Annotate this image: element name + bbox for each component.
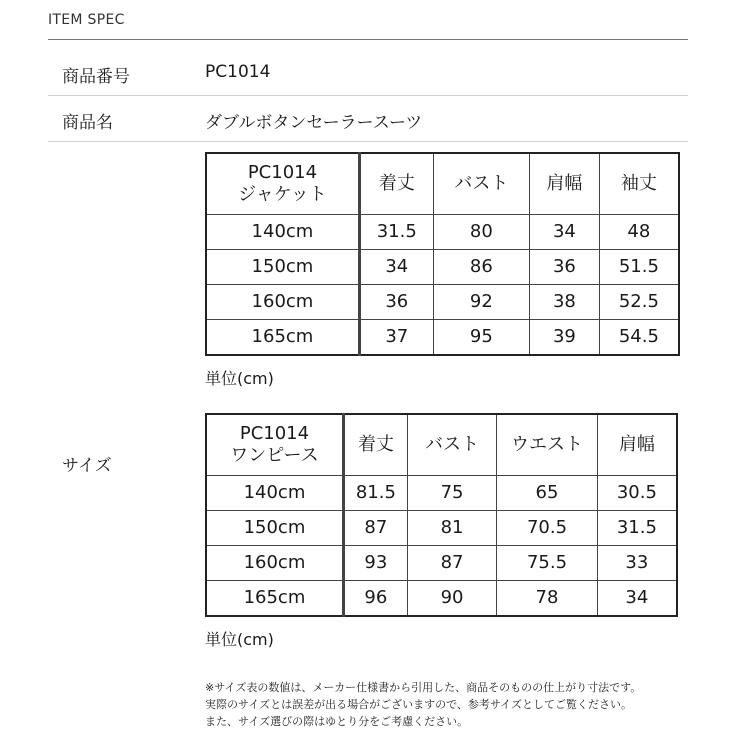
row-divider — [48, 141, 688, 142]
product-name-value: ダブルボタンセーラースーツ — [205, 113, 423, 133]
column-header: ウエスト — [497, 414, 598, 476]
table-row — [206, 285, 679, 320]
size-cell: 160cm — [206, 285, 359, 320]
value-cell: 31.5 — [359, 215, 433, 250]
value-cell: 54.5 — [599, 320, 679, 356]
value-cell: 75.5 — [497, 546, 598, 581]
size-cell: 150cm — [206, 250, 359, 285]
product-name-label: 商品名 — [62, 113, 113, 133]
value-cell: 81.5 — [343, 476, 407, 511]
size-cell: 140cm — [206, 215, 359, 250]
table-name-cell — [206, 153, 359, 215]
value-cell: 37 — [359, 320, 433, 356]
table-row — [206, 320, 679, 356]
table-row — [206, 511, 677, 546]
value-cell: 38 — [530, 285, 600, 320]
column-header: バスト — [407, 414, 496, 476]
value-cell: 31.5 — [597, 511, 677, 546]
note-line: 実際のサイズとは誤差が出る場合がございますので、参考サイズとしてご覧ください。 — [205, 698, 633, 711]
jacket-unit-note: 単位(cm) — [205, 369, 274, 388]
value-cell: 34 — [530, 215, 600, 250]
table-row — [206, 476, 677, 511]
note-line: また、サイズ選びの際はゆとり分をご考慮ください。 — [205, 715, 469, 728]
value-cell: 81 — [407, 511, 496, 546]
table-name-cell — [206, 414, 343, 476]
table-name-code: PC1014 — [247, 161, 318, 183]
value-cell: 93 — [343, 546, 407, 581]
size-cell: 165cm — [206, 581, 343, 617]
dress-unit-note: 単位(cm) — [205, 630, 274, 649]
size-cell: 160cm — [206, 546, 343, 581]
value-cell: 36 — [530, 250, 600, 285]
value-cell: 52.5 — [599, 285, 679, 320]
table-row — [206, 250, 679, 285]
size-notes — [205, 679, 705, 730]
jacket-size-table — [205, 152, 680, 356]
value-cell: 36 — [359, 285, 433, 320]
table-name-type: ジャケット — [238, 184, 327, 205]
column-header: バスト — [433, 153, 529, 215]
table-row — [206, 546, 677, 581]
value-cell: 34 — [597, 581, 677, 617]
value-cell: 34 — [359, 250, 433, 285]
size-label: サイズ — [62, 456, 112, 476]
value-cell: 96 — [343, 581, 407, 617]
value-cell: 33 — [597, 546, 677, 581]
dress-size-table — [205, 413, 678, 617]
table-header-row — [206, 414, 677, 476]
value-cell: 30.5 — [597, 476, 677, 511]
value-cell: 80 — [433, 215, 529, 250]
value-cell: 87 — [343, 511, 407, 546]
size-cell: 165cm — [206, 320, 359, 356]
row-divider — [48, 95, 688, 96]
value-cell: 90 — [407, 581, 496, 617]
column-header: 肩幅 — [597, 414, 677, 476]
header-divider — [48, 39, 688, 40]
column-header: 袖丈 — [599, 153, 679, 215]
table-row — [206, 215, 679, 250]
value-cell: 78 — [497, 581, 598, 617]
value-cell: 70.5 — [497, 511, 598, 546]
value-cell: 48 — [599, 215, 679, 250]
table-name-code: PC1014 — [239, 422, 310, 444]
product-number-label: 商品番号 — [62, 67, 130, 87]
size-cell: 140cm — [206, 476, 343, 511]
section-title: ITEM SPEC — [48, 12, 125, 28]
table-name-type: ワンピース — [230, 445, 319, 466]
column-header: 肩幅 — [530, 153, 600, 215]
value-cell: 51.5 — [599, 250, 679, 285]
value-cell: 65 — [497, 476, 598, 511]
value-cell: 92 — [433, 285, 529, 320]
note-line: ※サイズ表の数値は、メーカー仕様書から引用した、商品そのものの仕上がり寸法です。 — [205, 681, 642, 694]
column-header: 着丈 — [359, 153, 433, 215]
product-number-value: PC1014 — [205, 62, 271, 82]
table-header-row — [206, 153, 679, 215]
size-cell: 150cm — [206, 511, 343, 546]
value-cell: 86 — [433, 250, 529, 285]
value-cell: 87 — [407, 546, 496, 581]
table-row — [206, 581, 677, 617]
value-cell: 95 — [433, 320, 529, 356]
value-cell: 75 — [407, 476, 496, 511]
value-cell: 39 — [530, 320, 600, 356]
column-header: 着丈 — [343, 414, 407, 476]
